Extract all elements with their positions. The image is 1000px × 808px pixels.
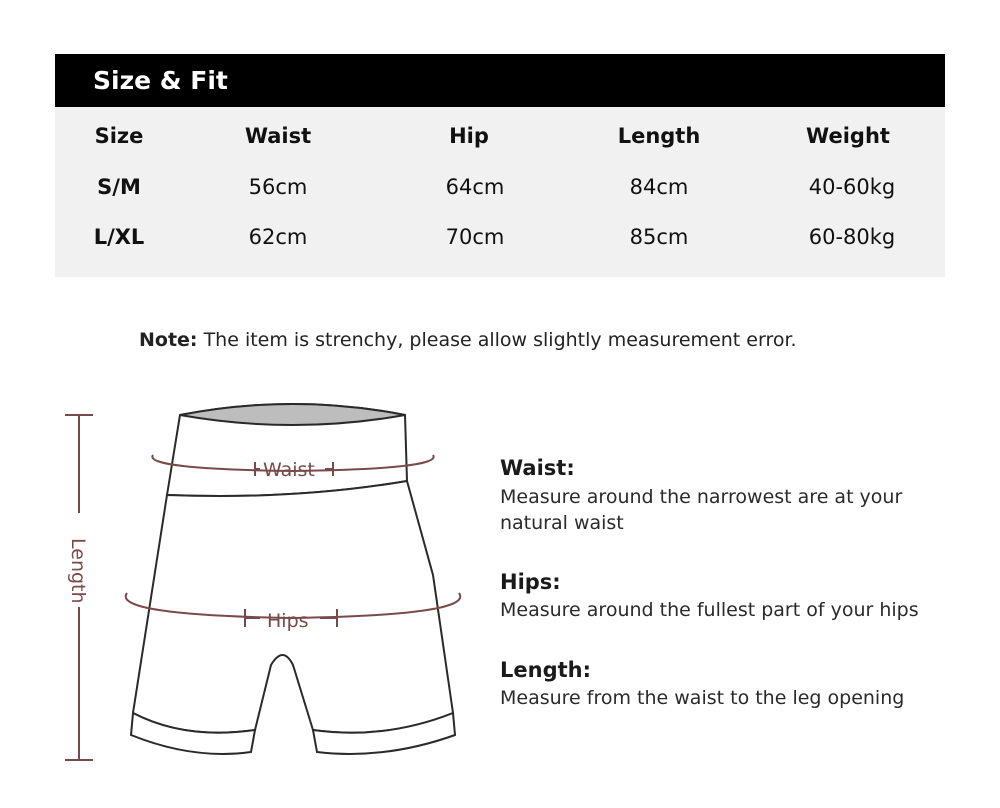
row-size-label: L/XL — [93, 225, 145, 249]
table-cell: 56cm — [248, 175, 308, 199]
table-cell: 70cm — [445, 225, 505, 249]
column-header-weight: Weight — [806, 124, 890, 148]
note-label: Note: — [139, 329, 198, 351]
column-header-size: Size — [94, 124, 144, 148]
column-header-length: Length — [617, 124, 701, 148]
hips-guide-title: Hips: — [500, 570, 561, 594]
measurement-note — [139, 329, 797, 351]
hips-guide-desc: Measure around the fullest part of your hips — [500, 599, 919, 621]
row-size-label: S/M — [97, 175, 141, 199]
table-cell: 85cm — [629, 225, 689, 249]
table-cell: 60-80kg — [808, 225, 896, 249]
shorts-outline — [131, 404, 455, 754]
table-cell: 84cm — [629, 175, 689, 199]
column-header-hip: Hip — [449, 124, 489, 148]
column-header-waist: Waist — [244, 124, 312, 148]
table-cell: 64cm — [445, 175, 505, 199]
chart-title: Size & Fit — [55, 54, 945, 107]
length-guide-desc: Measure from the waist to the leg opening — [500, 687, 905, 709]
waist-guide-title: Waist: — [500, 456, 575, 480]
table-cell: 40-60kg — [808, 175, 896, 199]
length-label: Length — [67, 538, 89, 604]
hips-label: Hips — [267, 610, 309, 632]
table-cell: 62cm — [248, 225, 308, 249]
waist-guide-desc: Measure around the narrowest are at your natural waist — [500, 486, 903, 534]
note-text: The item is strenchy, please allow slightly measurement error. — [197, 329, 797, 351]
length-guide-title: Length: — [500, 658, 591, 682]
size-chart — [55, 54, 945, 277]
waist-label: Waist — [263, 459, 315, 481]
shorts-diagram — [55, 395, 485, 775]
